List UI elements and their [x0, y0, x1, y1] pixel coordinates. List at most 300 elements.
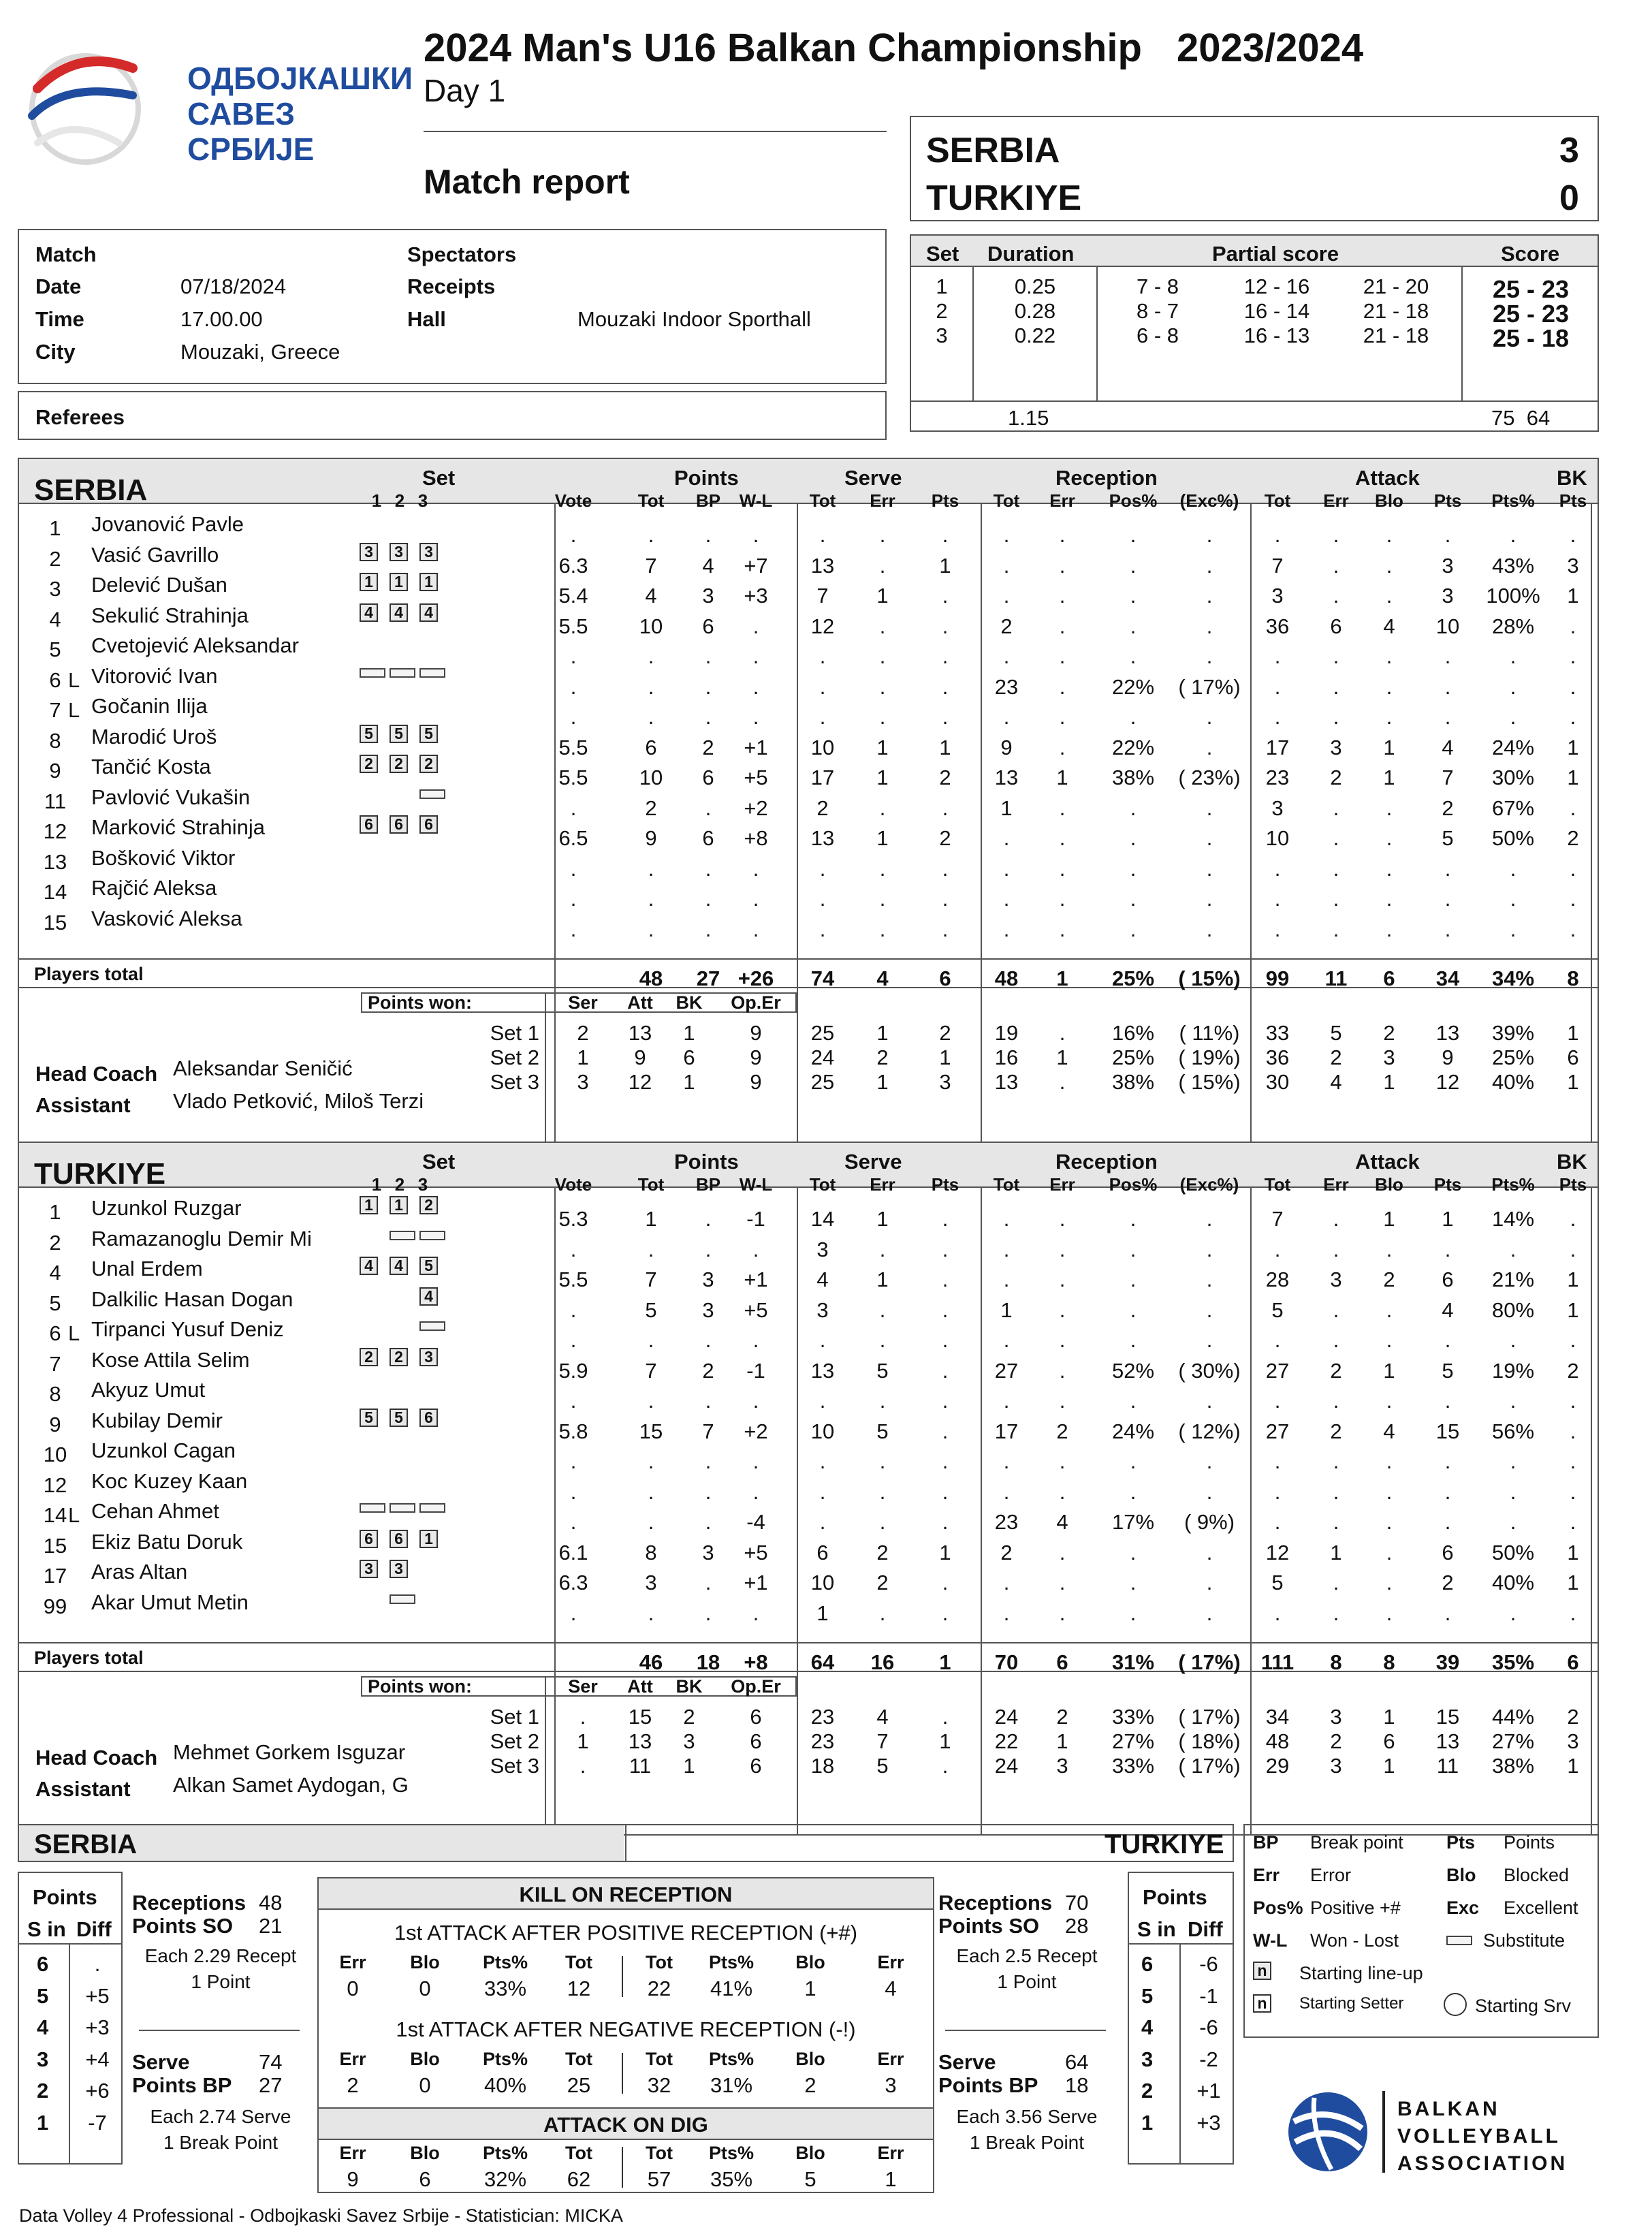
stat-value: .	[1333, 674, 1339, 699]
set-number: 2	[936, 299, 948, 323]
stat-value: 3	[1330, 735, 1342, 759]
stat-value: .	[1386, 1449, 1393, 1473]
stat-value: .	[1333, 1207, 1339, 1231]
player-name: Cehan Ahmet	[91, 1499, 219, 1523]
set-stat-value: 23	[810, 1729, 835, 1753]
player-number: 8	[49, 728, 61, 753]
set-header: Set	[422, 466, 456, 490]
stat-value: 1	[1567, 766, 1579, 789]
stat-value: 1	[1383, 766, 1395, 789]
set-stat-value: 1	[1567, 1753, 1579, 1778]
stat-value: 3	[702, 1297, 714, 1322]
score-col-header: Score	[1501, 242, 1560, 266]
stat-value: +1	[744, 1268, 768, 1291]
sub-header-tot: Tot	[637, 1174, 665, 1195]
stat-value: .	[1206, 826, 1213, 850]
substitute-marker	[360, 1503, 385, 1513]
kill-value: 1	[804, 1977, 816, 2000]
stat-value: 2	[1383, 1268, 1395, 1291]
stat-value: .	[1333, 705, 1339, 729]
player-number: 9	[49, 759, 61, 783]
player-name: Dalkilic Hasan Dogan	[91, 1287, 293, 1311]
stat-value: .	[1059, 553, 1066, 578]
stat-value: .	[1444, 856, 1451, 881]
stat-value: 6.3	[558, 553, 588, 578]
stat-value: .	[1059, 584, 1066, 608]
stat-value: 5	[645, 1297, 657, 1322]
federation-logo	[17, 41, 426, 170]
team-name: TURKIYE	[34, 1157, 166, 1191]
rotation-diff: -2	[1199, 2047, 1218, 2071]
stat-value: .	[1570, 917, 1576, 941]
rotation-number: 1	[37, 2110, 49, 2135]
balkan-volleyball-logo	[1280, 2084, 1593, 2180]
starting-position-box: 2	[360, 1348, 378, 1366]
stat-value: .	[705, 1571, 712, 1594]
stat-value: .	[705, 1479, 712, 1504]
stat-value: +2	[744, 796, 768, 820]
set-stat-value: 6	[1567, 1045, 1579, 1069]
stat-value: .	[819, 1510, 826, 1534]
total-value: 99	[1265, 966, 1290, 990]
stat-value: .	[1003, 1207, 1010, 1231]
set-stat-value: 1	[1383, 1069, 1395, 1094]
receipts-label: Receipts	[407, 274, 496, 298]
stat-value: .	[879, 1601, 886, 1625]
player-name: Akar Umut Metin	[91, 1590, 249, 1614]
stat-value: .	[1333, 553, 1339, 578]
kill-col-header: Tot	[565, 2049, 592, 2069]
partial-score-2: 12 - 16	[1243, 274, 1310, 298]
federation-name-3: СРБИЈЕ	[187, 131, 315, 167]
stat-value: .	[1333, 1449, 1339, 1473]
stat-value: 4	[645, 584, 657, 608]
stat-value: .	[942, 1601, 949, 1625]
substitute-legend-marker	[1446, 1936, 1472, 1945]
substitute-marker	[390, 1594, 415, 1604]
kill-value: 40%	[483, 2073, 527, 2097]
player-name: Gočanin Ilija	[91, 694, 208, 718]
stat-value: 5	[876, 1358, 889, 1383]
team-name: SERBIA	[34, 473, 148, 507]
sub-header-pts: Pts	[931, 1174, 959, 1195]
sub-header-tot: Tot	[637, 490, 665, 511]
referees-box	[18, 391, 887, 440]
stat-value: .	[879, 917, 886, 941]
rotation-diff: +5	[85, 1983, 110, 2008]
players-total-label: Players total	[34, 1647, 144, 1668]
player-number: 15	[43, 1533, 67, 1558]
stat-value: .	[942, 1358, 949, 1383]
set-stat-value: 25	[810, 1020, 835, 1045]
total-line-top	[18, 1642, 1599, 1643]
rotation-number: 5	[37, 1983, 49, 2008]
stat-value: .	[1333, 584, 1339, 608]
serve-note-2: 1 Break Point	[163, 2132, 279, 2153]
stat-value: .	[752, 887, 759, 911]
stat-value: .	[1206, 614, 1213, 638]
sub-header-err: Err	[870, 490, 895, 511]
set-number-header: 3	[417, 1174, 428, 1195]
stat-value: .	[1206, 1389, 1213, 1413]
sub-header-wl: W-L	[739, 490, 773, 511]
set-stat-value: 9	[750, 1069, 762, 1094]
stat-value: .	[705, 1328, 712, 1352]
player-number: 3	[49, 577, 61, 601]
stat-value: .	[942, 917, 949, 941]
stat-value: 3	[1271, 796, 1284, 820]
kill-value: 4	[885, 1977, 897, 2000]
stat-value: .	[570, 644, 577, 668]
total-value: 25%	[1111, 966, 1155, 990]
stat-value: .	[648, 1328, 654, 1352]
sub-header-err: Err	[1323, 490, 1349, 511]
set-stat-value: .	[942, 1704, 949, 1729]
stat-value: .	[1206, 917, 1213, 941]
volleyball-logo-icon	[17, 41, 160, 170]
stat-value: .	[705, 856, 712, 881]
sub-header-ptsp: Pts%	[1491, 490, 1535, 511]
stat-value: .	[1003, 553, 1010, 578]
stat-value: 5.5	[558, 766, 588, 789]
stat-value: .	[705, 1449, 712, 1473]
stat-value: 27	[1265, 1419, 1290, 1443]
stat-value: 19%	[1491, 1358, 1535, 1383]
rotation-diff: -6	[1199, 2015, 1218, 2039]
set-label: Set 2	[490, 1729, 539, 1753]
stat-value: 1	[1383, 1207, 1395, 1231]
substitute-marker	[419, 1231, 445, 1240]
starting-position-box: 4	[390, 1257, 408, 1275]
stat-value: .	[1130, 1237, 1137, 1261]
stat-value: .	[1206, 553, 1213, 578]
stat-value: .	[1386, 523, 1393, 547]
stat-value: .	[942, 1419, 949, 1443]
stat-value: 3	[1330, 1268, 1342, 1291]
players-total-label: Players total	[34, 963, 144, 984]
stat-value: .	[752, 1601, 759, 1625]
set-stat-value: 3	[1330, 1704, 1342, 1729]
bk-header: BK	[1557, 1150, 1587, 1174]
stat-value: .	[1444, 887, 1451, 911]
stat-value: .	[1206, 1449, 1213, 1473]
set-stat-value: 30	[1265, 1069, 1290, 1094]
set-stat-value: 1	[876, 1069, 889, 1094]
points-so-value: 21	[259, 1914, 283, 1938]
stat-value: .	[1274, 887, 1281, 911]
stat-value: .	[819, 523, 826, 547]
legend-value: Blocked	[1504, 1865, 1570, 1885]
stat-value: 7	[645, 1268, 657, 1291]
set-stat-value: ( 11%)	[1179, 1020, 1240, 1045]
sub-header-pts: Pts	[1433, 490, 1462, 511]
set-stat-value: 16	[994, 1045, 1019, 1069]
set-stat-value: 12	[628, 1069, 652, 1094]
stat-value: +3	[744, 584, 768, 608]
stat-value: .	[1386, 553, 1393, 578]
player-number: 1	[49, 516, 61, 540]
libero-mark: L	[68, 667, 80, 692]
partial-score-3: 21 - 18	[1363, 299, 1429, 323]
home-rot-diff-label: Diff	[76, 1917, 112, 1941]
set-stat-value: 24	[810, 1045, 835, 1069]
stat-value: 3	[702, 1540, 714, 1564]
spectators-label: Spectators	[407, 242, 517, 266]
stat-value: .	[1059, 856, 1066, 881]
stat-value: .	[752, 614, 759, 638]
stat-value: .	[819, 674, 826, 699]
legend-starting-lineup: Starting line-up	[1299, 1963, 1423, 1983]
stat-value: .	[705, 1237, 712, 1261]
stat-value: 3	[1271, 584, 1284, 608]
total-value: 27	[696, 966, 720, 990]
stat-value: 4	[1442, 735, 1454, 759]
stat-value: 7	[1442, 766, 1454, 789]
stat-value: 7	[645, 553, 657, 578]
stat-value: .	[819, 856, 826, 881]
stat-value: .	[942, 614, 949, 638]
stat-value: .	[752, 1479, 759, 1504]
stat-value: 43%	[1491, 553, 1535, 578]
stat-value: .	[752, 1328, 759, 1352]
libero-mark: L	[68, 1321, 80, 1345]
stat-value: 5	[1442, 826, 1454, 850]
set-stat-value: 9	[634, 1045, 646, 1069]
set-stat-value: 4	[876, 1704, 889, 1729]
stat-value: .	[1444, 523, 1451, 547]
serve-note-2: 1 Break Point	[969, 2132, 1085, 2153]
kill-value: 3	[885, 2073, 897, 2097]
substitute-marker	[419, 1321, 445, 1331]
stat-value: .	[1386, 1479, 1393, 1504]
starting-position-box: 1	[360, 573, 378, 591]
set-stat-value: 13	[1435, 1729, 1460, 1753]
rotation-number: 6	[37, 1952, 49, 1976]
sub-header-pts: Pts	[931, 490, 959, 511]
total-value: 48	[639, 966, 663, 990]
stat-value: .	[1206, 1571, 1213, 1594]
player-number: 4	[49, 607, 61, 631]
kill-value: 0	[419, 1977, 431, 2000]
total-points: 75 64	[1491, 406, 1551, 430]
balkan-logo-line-2: VOLLEYBALL	[1397, 2125, 1561, 2148]
kill-value: 57	[647, 2167, 671, 2191]
stat-value: 21%	[1491, 1268, 1535, 1291]
player-name: Kose Attila Selim	[91, 1347, 250, 1372]
stat-value: .	[1130, 1479, 1137, 1504]
stat-value: .	[1059, 1268, 1066, 1291]
stat-value: +8	[744, 826, 768, 850]
partial-score-1: 8 - 7	[1136, 299, 1179, 323]
total-line-top	[18, 958, 1599, 960]
kill-col-header: Err	[339, 2049, 366, 2069]
rotation-diff: +6	[85, 2079, 110, 2103]
player-number: 5	[49, 638, 61, 661]
stat-value: .	[648, 705, 654, 729]
set-stat-value: 27%	[1491, 1729, 1535, 1753]
stat-value: .	[942, 1510, 949, 1534]
set-stat-value: .	[579, 1704, 586, 1729]
home-team-name: SERBIA	[926, 131, 1060, 170]
set-stat-value: .	[1059, 1020, 1066, 1045]
stat-value: 1	[939, 1540, 951, 1564]
stat-value: 2	[1330, 1419, 1342, 1443]
player-number: 5	[49, 1291, 61, 1315]
hall-label: Hall	[407, 307, 446, 331]
starting-position-box: 6	[360, 1530, 378, 1548]
reception-header: Reception	[1055, 466, 1158, 490]
stat-value: .	[705, 705, 712, 729]
stat-value: 6	[1442, 1540, 1454, 1564]
legend-key: Blo	[1446, 1865, 1476, 1885]
stat-value: 2	[1000, 1540, 1013, 1564]
sub-header-blo: Blo	[1375, 490, 1403, 511]
stat-value: .	[648, 1479, 654, 1504]
total-value: 34%	[1491, 966, 1535, 990]
stat-value: 4	[816, 1268, 829, 1291]
stat-value: 22%	[1111, 674, 1155, 699]
stat-value: .	[752, 644, 759, 668]
stat-value: -1	[746, 1358, 765, 1383]
away-team-name: TURKIYE	[926, 178, 1082, 218]
player-number: 12	[43, 819, 67, 843]
stat-value: .	[1510, 705, 1516, 729]
stat-value: .	[570, 1389, 577, 1413]
serve-header: Serve	[844, 1150, 902, 1174]
receptions-label: Receptions	[938, 1891, 1053, 1915]
total-value: 4	[876, 966, 889, 990]
kill-col-header: Blo	[410, 2049, 440, 2069]
balkan-logo-line-1: BALKAN	[1397, 2098, 1500, 2120]
set-duration: 0.28	[1014, 299, 1056, 323]
total-value: ( 15%)	[1178, 966, 1241, 990]
stat-value: 6	[702, 614, 714, 638]
stat-value: 8	[645, 1540, 657, 1564]
rotation-number: 6	[1141, 1952, 1154, 1976]
set-stat-value: 13	[628, 1020, 652, 1045]
stat-value: 2	[939, 766, 951, 789]
stat-value: 40%	[1491, 1571, 1535, 1594]
stat-value: .	[1059, 1207, 1066, 1231]
sub-header-tot: Tot	[1264, 1174, 1291, 1195]
total-value: +8	[744, 1650, 768, 1674]
player-name: Sekulić Strahinja	[91, 603, 249, 627]
stat-value: .	[570, 796, 577, 820]
set-stat-value: 1	[1056, 1045, 1068, 1069]
stat-value: .	[570, 1449, 577, 1473]
stat-value: 7	[702, 1419, 714, 1443]
stat-value: .	[1510, 1601, 1516, 1625]
total-value: 35%	[1491, 1650, 1535, 1674]
stat-value: 1	[876, 766, 889, 789]
total-value: 48	[994, 966, 1019, 990]
player-number: 1	[49, 1200, 61, 1224]
stat-value: .	[1274, 1328, 1281, 1352]
kill-value: 2	[347, 2073, 359, 2097]
kill-value: 2	[804, 2073, 816, 2097]
player-name: Uzunkol Cagan	[91, 1438, 236, 1462]
set-stat-value: .	[942, 1753, 949, 1778]
total-value: 6	[1567, 1650, 1579, 1674]
stat-value: .	[1059, 1389, 1066, 1413]
stat-value: .	[705, 1207, 712, 1231]
set-stat-value: 18	[810, 1753, 835, 1778]
kill-divider	[622, 1956, 623, 1997]
stat-value: .	[879, 1237, 886, 1261]
stat-value: .	[1333, 1237, 1339, 1261]
starting-position-box: 5	[360, 725, 378, 743]
stat-value: 1	[1056, 766, 1068, 789]
points-won-col-ser: Ser	[568, 1676, 598, 1697]
stat-value: .	[1386, 856, 1393, 881]
set-score: 25 - 18	[1492, 324, 1570, 352]
player-name: Cvetojević Aleksandar	[91, 633, 299, 657]
stat-value: .	[1570, 1207, 1576, 1231]
stat-value: .	[1059, 644, 1066, 668]
substitute-marker	[419, 668, 445, 678]
stat-value: .	[1059, 887, 1066, 911]
total-duration: 1.15	[1008, 406, 1049, 430]
stat-value: .	[1444, 674, 1451, 699]
player-name: Pavlović Vukašin	[91, 785, 251, 809]
stat-value: 5.8	[558, 1419, 588, 1443]
sub-header-bp: BP	[695, 490, 721, 511]
stat-value: 5.5	[558, 614, 588, 638]
stat-value: .	[1003, 1449, 1010, 1473]
stat-value: 52%	[1111, 1358, 1155, 1383]
starting-lineup-legend-box: n	[1253, 1962, 1271, 1980]
sub-header-err: Err	[1049, 490, 1075, 511]
stat-value: .	[942, 887, 949, 911]
stat-value: .	[1333, 826, 1339, 850]
set-stat-value: 2	[939, 1020, 951, 1045]
stat-value: 50%	[1491, 1540, 1535, 1564]
stat-value: .	[1130, 1268, 1137, 1291]
stat-value: .	[1510, 1237, 1516, 1261]
partial-score-1: 6 - 8	[1136, 324, 1179, 347]
player-number: 2	[49, 1230, 61, 1255]
legend-key: Pos%	[1253, 1898, 1303, 1918]
serve-note: Each 3.56 Serve	[956, 2106, 1098, 2127]
stat-value: 1	[1567, 735, 1579, 759]
stat-value: 3	[702, 584, 714, 608]
total-value: +26	[737, 966, 774, 990]
stat-value: .	[1444, 705, 1451, 729]
stat-value: .	[1444, 1389, 1451, 1413]
stat-value: 1	[1383, 1358, 1395, 1383]
stat-value: .	[879, 1297, 886, 1322]
stat-value: .	[819, 887, 826, 911]
stat-value: .	[942, 1207, 949, 1231]
set-stat-value: 5	[876, 1753, 889, 1778]
stat-value: .	[1130, 796, 1137, 820]
stat-value: 3	[1442, 584, 1454, 608]
stat-value: .	[570, 887, 577, 911]
stat-value: .	[1510, 1510, 1516, 1534]
serve-label: Serve	[938, 2050, 996, 2074]
starting-position-box: 2	[419, 1196, 438, 1214]
summary-home-team: SERBIA	[34, 1829, 138, 1859]
stat-value: 1	[939, 735, 951, 759]
stat-value: 6	[702, 766, 714, 789]
kill-col-header: Pts%	[708, 2049, 754, 2069]
player-name: Aras Altan	[91, 1560, 188, 1584]
stat-value: 17	[810, 766, 835, 789]
stat-value: .	[1059, 917, 1066, 941]
set-stat-value: 2	[876, 1045, 889, 1069]
stat-value: 9	[1000, 735, 1013, 759]
stat-value: 4	[1056, 1510, 1068, 1534]
